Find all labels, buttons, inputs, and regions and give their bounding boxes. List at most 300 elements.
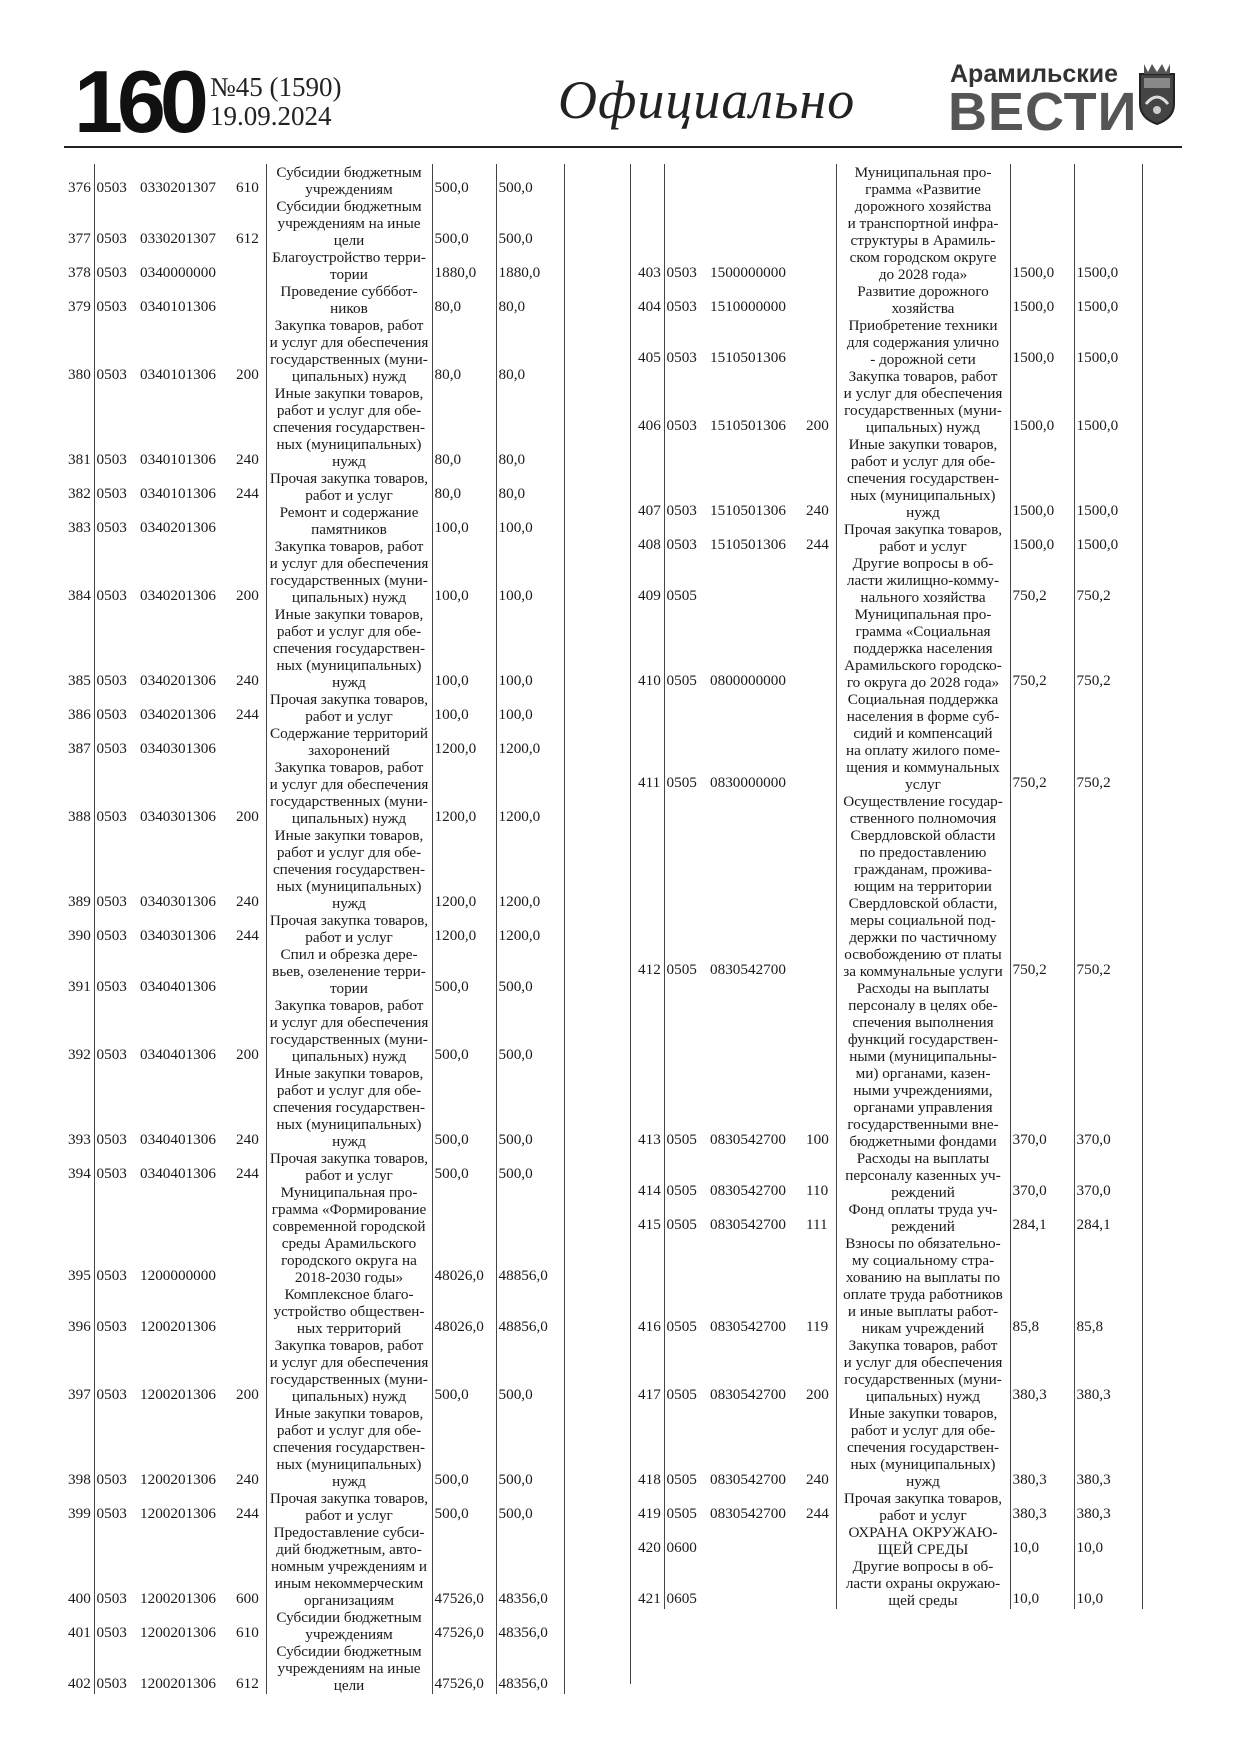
target-code: 1500000000	[710, 264, 786, 281]
description-line: Закупка товаров, работ	[274, 538, 424, 555]
description-line: спечения государствен-	[272, 1439, 426, 1456]
row-number: 403	[634, 164, 664, 283]
expense-type	[804, 793, 836, 980]
description-line: Прочая закупка товаров,	[843, 1490, 1003, 1507]
target-code: 0340301306	[140, 893, 216, 910]
target-code	[708, 1558, 804, 1609]
description-line: государственных (муни-	[270, 1031, 428, 1048]
description-line: му социальному стра-	[851, 1252, 995, 1269]
expense-type: 200	[234, 317, 266, 385]
value-2025: 1880,0	[432, 249, 496, 283]
expense-type: 600	[234, 1524, 266, 1609]
description-line: цели	[333, 1677, 365, 1694]
row-number: 401	[64, 1609, 94, 1643]
section-code: 0503	[96, 808, 127, 825]
expense-type	[234, 1286, 266, 1337]
value-2025: 380,3	[1010, 1337, 1074, 1405]
target-code: 0340201306	[140, 706, 216, 723]
value-2025: 100,0	[432, 504, 496, 538]
value-2026: 1500,0	[1074, 317, 1142, 368]
budget-table-left	[64, 164, 565, 1694]
description-line: нужд	[332, 1473, 366, 1490]
section-code: 0505	[666, 1131, 697, 1148]
description-line: ными (муниципальны-	[849, 1048, 997, 1065]
value-2026: 500,0	[496, 946, 564, 997]
table-row	[64, 1643, 564, 1694]
row-number: 407	[634, 436, 664, 521]
description-line: хозяйства	[891, 300, 955, 317]
table-row	[634, 691, 1142, 793]
target-code: 1200000000	[140, 1267, 216, 1284]
target-code: 1200201306	[140, 1505, 216, 1522]
section-code: 0503	[96, 1318, 127, 1335]
target-code: 0340000000	[140, 264, 216, 281]
description-line: дий бюджетным, авто-	[276, 1541, 422, 1558]
description-line: го округа до 2028 года»	[846, 674, 1000, 691]
description-line: Закупка товаров, работ	[274, 317, 424, 334]
table-row	[64, 827, 564, 912]
row-number: 416	[634, 1235, 664, 1337]
table-row	[634, 521, 1142, 555]
row-description	[836, 980, 1010, 1150]
section-code: 0503	[96, 1386, 127, 1403]
section-code: 0503	[96, 1590, 127, 1607]
row-number: 385	[64, 606, 94, 691]
value-2025: 1500,0	[1010, 368, 1074, 436]
table-row	[634, 1150, 1142, 1201]
expense-type: 240	[804, 1405, 836, 1490]
description-line: нужд	[906, 504, 940, 521]
row-number: 413	[634, 980, 664, 1150]
description-line: работ и услуг для обе-	[850, 453, 996, 470]
expense-type: 612	[234, 198, 266, 249]
section-code: 0503	[96, 298, 127, 315]
description-line: грамма «Социальная	[855, 623, 991, 640]
description-line: государственных (муни-	[270, 793, 428, 810]
target-code: 0830000000	[710, 774, 786, 791]
target-code: 0340101306	[140, 451, 216, 468]
expense-type	[804, 283, 836, 317]
value-2026: 380,3	[1074, 1490, 1142, 1524]
expense-type: 100	[804, 980, 836, 1150]
description-line: нужд	[332, 674, 366, 691]
value-2025: 370,0	[1010, 980, 1074, 1150]
row-description	[266, 606, 432, 691]
expense-type: 240	[234, 1405, 266, 1490]
table-row	[634, 1558, 1142, 1609]
budget-table-right	[634, 164, 1143, 1609]
target-code: 0830542700	[710, 1131, 786, 1148]
description-line: спечения государствен-	[272, 1099, 426, 1116]
expense-type: 610	[234, 164, 266, 198]
expense-type: 200	[234, 1337, 266, 1405]
row-description	[266, 997, 432, 1065]
description-line: и транспортной инфра-	[847, 215, 999, 232]
description-line: государственных (муни-	[270, 572, 428, 589]
description-line: ных (муниципальных)	[850, 1456, 996, 1473]
description-line: работ и услуг для обе-	[276, 1422, 422, 1439]
description-line: персоналу казенных уч-	[845, 1167, 1001, 1184]
section-code: 0600	[666, 1539, 697, 1556]
target-code: 0830542700	[710, 1318, 786, 1335]
target-code: 1510501306	[710, 417, 786, 434]
expense-type: 200	[804, 368, 836, 436]
expense-type	[234, 504, 266, 538]
row-description	[266, 1337, 432, 1405]
description-line: Иные закупки товаров,	[274, 1405, 424, 1422]
value-2025: 48026,0	[432, 1184, 496, 1286]
value-2025: 48026,0	[432, 1286, 496, 1337]
description-line: Прочая закупка товаров,	[269, 1490, 429, 1507]
description-line: нужд	[906, 1473, 940, 1490]
description-line: Прочая закупка товаров,	[269, 912, 429, 929]
target-code: 0340301306	[140, 740, 216, 757]
description-line: ципальных) нужд	[865, 419, 981, 436]
description-line: ников	[330, 300, 368, 317]
row-description	[266, 725, 432, 759]
section-code: 0503	[96, 1471, 127, 1488]
description-line: ных (муниципальных)	[276, 878, 422, 895]
row-number: 406	[634, 368, 664, 436]
description-line: работ и услуг для обе-	[276, 623, 422, 640]
row-description	[836, 1405, 1010, 1490]
value-2025: 750,2	[1010, 555, 1074, 606]
expense-type: 244	[804, 521, 836, 555]
description-line: ных (муниципальных)	[276, 1116, 422, 1133]
table-row	[64, 164, 564, 198]
description-line: Иные закупки товаров,	[274, 827, 424, 844]
description-line: спечения государствен-	[846, 470, 1000, 487]
description-line: для содержания улично	[846, 334, 1000, 351]
value-2026: 750,2	[1074, 606, 1142, 691]
description-line: спечения выполнения	[852, 1014, 994, 1031]
value-2025: 85,8	[1010, 1235, 1074, 1337]
description-line: меры социальной под-	[850, 912, 996, 929]
table-row	[634, 317, 1142, 368]
table-row	[634, 555, 1142, 606]
row-description	[266, 1609, 432, 1643]
description-line: среды Арамильского	[281, 1235, 417, 1252]
description-line: номным учреждениям и	[270, 1558, 428, 1575]
value-2025: 80,0	[432, 283, 496, 317]
target-code: 0340101306	[140, 298, 216, 315]
table-row	[64, 997, 564, 1065]
column-separator	[630, 164, 631, 1684]
section-code: 0503	[96, 179, 127, 196]
description-line: ственного полномочия	[849, 810, 997, 827]
row-number: 380	[64, 317, 94, 385]
table-row	[634, 283, 1142, 317]
row-number: 410	[634, 606, 664, 691]
left-column	[64, 164, 606, 1694]
value-2026: 10,0	[1074, 1524, 1142, 1558]
logo-top-text: Арамильские	[950, 60, 1119, 88]
target-code: 0330201307	[140, 179, 216, 196]
description-line: гражданам, прожива-	[854, 861, 992, 878]
expense-type: 244	[234, 1150, 266, 1184]
description-line: ных (муниципальных)	[276, 1456, 422, 1473]
description-line: органами управления	[853, 1099, 993, 1116]
table-row	[634, 436, 1142, 521]
table-row	[64, 1524, 564, 1609]
row-description	[836, 1235, 1010, 1337]
expense-type	[234, 1184, 266, 1286]
row-number: 415	[634, 1201, 664, 1235]
section-code: 0503	[96, 1046, 127, 1063]
row-description	[266, 317, 432, 385]
value-2025: 500,0	[432, 1490, 496, 1524]
expense-type	[804, 555, 836, 606]
target-code: 0340201306	[140, 672, 216, 689]
description-line: памятников	[311, 521, 387, 538]
description-line: структуры в Арамиль-	[850, 232, 996, 249]
section-code: 0503	[96, 706, 127, 723]
description-line: и услуг для обеспечения	[269, 1354, 429, 1371]
description-line: и услуг для обеспечения	[269, 555, 429, 572]
section-code: 0503	[96, 672, 127, 689]
target-code: 0830542700	[710, 1471, 786, 1488]
description-line: Расходы на выплаты	[856, 1150, 990, 1167]
value-2026: 750,2	[1074, 555, 1142, 606]
row-number: 379	[64, 283, 94, 317]
value-2026: 1200,0	[496, 759, 564, 827]
description-line: Другие вопросы в об-	[852, 1558, 994, 1575]
description-line: и услуг для обеспечения	[843, 1354, 1003, 1371]
section-code: 0503	[96, 451, 127, 468]
value-2026: 1500,0	[1074, 368, 1142, 436]
table-row	[64, 725, 564, 759]
section-code: 0503	[96, 230, 127, 247]
description-line: современной городской	[272, 1218, 426, 1235]
description-line: работ и услуг	[305, 487, 393, 504]
value-2025: 1200,0	[432, 759, 496, 827]
expense-type: 200	[234, 997, 266, 1065]
table-row	[634, 1524, 1142, 1558]
description-line: Предоставление субси-	[273, 1524, 425, 1541]
description-line: щения и коммунальных	[846, 759, 1000, 776]
table-row	[634, 164, 1142, 283]
section-code: 0503	[96, 485, 127, 502]
table-row	[634, 1235, 1142, 1337]
value-2025: 750,2	[1010, 606, 1074, 691]
description-line: учреждениям на иные	[277, 1660, 421, 1677]
section-code: 0503	[96, 893, 127, 910]
table-row	[64, 1065, 564, 1150]
description-line: государственных (муни-	[270, 1371, 428, 1388]
row-number: 397	[64, 1337, 94, 1405]
description-line: нужд	[332, 1133, 366, 1150]
issue-number: №45 (1590)	[210, 72, 342, 102]
description-line: работ и услуг для обе-	[276, 1082, 422, 1099]
row-description	[836, 1558, 1010, 1609]
row-description	[836, 1490, 1010, 1524]
row-number: 400	[64, 1524, 94, 1609]
section-code: 0503	[666, 264, 697, 281]
description-line: Развитие дорожного	[857, 283, 989, 300]
description-line: учреждениям	[305, 1626, 393, 1643]
row-description	[266, 249, 432, 283]
value-2025: 47526,0	[432, 1643, 496, 1694]
target-code: 0830542700	[710, 1216, 786, 1233]
target-code: 0340301306	[140, 927, 216, 944]
description-line: ципальных) нужд	[291, 1388, 407, 1405]
row-number: 386	[64, 691, 94, 725]
value-2025: 500,0	[432, 198, 496, 249]
description-line: Содержание территорий	[270, 725, 428, 742]
description-line: по предоставлению	[859, 844, 987, 861]
value-2026: 100,0	[496, 538, 564, 606]
description-line: организациям	[303, 1592, 394, 1609]
value-2025: 10,0	[1010, 1558, 1074, 1609]
value-2025: 500,0	[432, 1065, 496, 1150]
description-line: работ и услуг	[305, 708, 393, 725]
row-number: 394	[64, 1150, 94, 1184]
table-row	[64, 759, 564, 827]
row-number: 391	[64, 946, 94, 997]
section-code: 0503	[96, 1505, 127, 1522]
description-line: ющим на территории	[854, 878, 992, 895]
row-description	[836, 283, 1010, 317]
section-code: 0505	[666, 1386, 697, 1403]
table-row	[634, 1337, 1142, 1405]
section-code: 0503	[96, 740, 127, 757]
section-code: 0503	[96, 1675, 127, 1692]
value-2026: 1200,0	[496, 912, 564, 946]
description-line: Закупка товаров, работ	[274, 1337, 424, 1354]
expense-type	[804, 606, 836, 691]
value-2026: 48356,0	[496, 1524, 564, 1609]
expense-type	[804, 317, 836, 368]
description-line: вьев, озеленение терри-	[272, 963, 426, 980]
description-line: поддержка населения	[853, 640, 993, 657]
value-2025: 750,2	[1010, 793, 1074, 980]
row-description	[266, 1643, 432, 1694]
description-line: работ и услуг для обе-	[850, 1422, 996, 1439]
description-line: Закупка товаров, работ	[848, 368, 998, 385]
value-2026: 380,3	[1074, 1405, 1142, 1490]
row-description	[266, 1286, 432, 1337]
row-description	[836, 521, 1010, 555]
value-2026: 48356,0	[496, 1643, 564, 1694]
expense-type: 240	[234, 827, 266, 912]
description-line: Фонд оплаты труда уч-	[848, 1201, 998, 1218]
value-2026: 80,0	[496, 385, 564, 470]
row-number: 378	[64, 249, 94, 283]
description-line: ском городском округе	[849, 249, 997, 266]
value-2026: 1500,0	[1074, 283, 1142, 317]
row-description	[266, 691, 432, 725]
description-line: грамма «Формирование	[271, 1201, 427, 1218]
description-line: держки по частичному	[849, 929, 997, 946]
value-2026: 1500,0	[1074, 164, 1142, 283]
description-line: Иные закупки товаров,	[848, 436, 998, 453]
value-2025: 47526,0	[432, 1609, 496, 1643]
row-description	[266, 538, 432, 606]
value-2026: 1200,0	[496, 725, 564, 759]
value-2025: 750,2	[1010, 691, 1074, 793]
value-2025: 380,3	[1010, 1405, 1074, 1490]
right-table-body	[634, 164, 1142, 1609]
description-line: - дорожной сети	[870, 351, 976, 368]
value-2025: 500,0	[432, 164, 496, 198]
section-code: 0503	[666, 298, 697, 315]
description-line: оплате труда работников	[843, 1286, 1003, 1303]
description-line: государственных (муни-	[844, 1371, 1002, 1388]
row-description	[266, 198, 432, 249]
target-code	[708, 1524, 804, 1558]
description-line: населения в форме суб-	[846, 708, 1000, 725]
value-2026: 370,0	[1074, 980, 1142, 1150]
description-line: ципальных) нужд	[291, 589, 407, 606]
row-description	[266, 385, 432, 470]
row-number: 399	[64, 1490, 94, 1524]
description-line: Субсидии бюджетным	[276, 198, 422, 215]
description-line: Свердловской области,	[848, 895, 998, 912]
description-line: ципальных) нужд	[865, 1388, 981, 1405]
description-line: и услуг для обеспечения	[269, 776, 429, 793]
description-line: бюджетными фондами	[849, 1133, 997, 1150]
row-number: 387	[64, 725, 94, 759]
description-line: Другие вопросы в об-	[852, 555, 994, 572]
description-line: ЩЕЙ СРЕДЫ	[877, 1541, 969, 1558]
section-code: 0503	[96, 978, 127, 995]
value-2026: 10,0	[1074, 1558, 1142, 1609]
description-line: Проведение субббот-	[280, 283, 418, 300]
target-code: 0340401306	[140, 1165, 216, 1182]
description-line: реждений	[891, 1184, 955, 1201]
row-description	[266, 912, 432, 946]
table-row	[64, 912, 564, 946]
target-code: 1200201306	[140, 1624, 216, 1641]
expense-type: 610	[234, 1609, 266, 1643]
description-line: иным некоммерческим	[274, 1575, 424, 1592]
row-description	[836, 1150, 1010, 1201]
description-line: государственных (муни-	[844, 402, 1002, 419]
description-line: Арамильского городско-	[844, 657, 1002, 674]
row-description	[266, 164, 432, 198]
page-header	[64, 52, 1182, 151]
description-line: работ и услуг для обе-	[276, 402, 422, 419]
value-2025: 10,0	[1010, 1524, 1074, 1558]
description-line: ципальных) нужд	[291, 1048, 407, 1065]
expense-type: 240	[234, 385, 266, 470]
target-code: 1510501306	[710, 502, 786, 519]
value-2025: 1200,0	[432, 912, 496, 946]
row-number: 395	[64, 1184, 94, 1286]
section-code: 0503	[666, 349, 697, 366]
value-2026: 80,0	[496, 317, 564, 385]
description-line: Субсидии бюджетным	[276, 164, 422, 181]
row-description	[836, 1524, 1010, 1558]
expense-type: 110	[804, 1150, 836, 1201]
description-line: Прочая закупка товаров,	[269, 1150, 429, 1167]
section-code: 0505	[666, 672, 697, 689]
description-line: щей среды	[888, 1592, 958, 1609]
row-description	[836, 1337, 1010, 1405]
table-row	[64, 317, 564, 385]
row-description	[266, 1184, 432, 1286]
value-2026: 1500,0	[1074, 521, 1142, 555]
value-2026: 1500,0	[1074, 436, 1142, 521]
coat-of-arms-icon	[1136, 60, 1178, 126]
row-number: 383	[64, 504, 94, 538]
value-2026: 500,0	[496, 198, 564, 249]
table-row	[64, 946, 564, 997]
value-2025: 370,0	[1010, 1150, 1074, 1201]
header-rule	[64, 146, 1182, 148]
description-line: Расходы на выплаты	[856, 980, 990, 997]
value-2025: 500,0	[432, 1405, 496, 1490]
